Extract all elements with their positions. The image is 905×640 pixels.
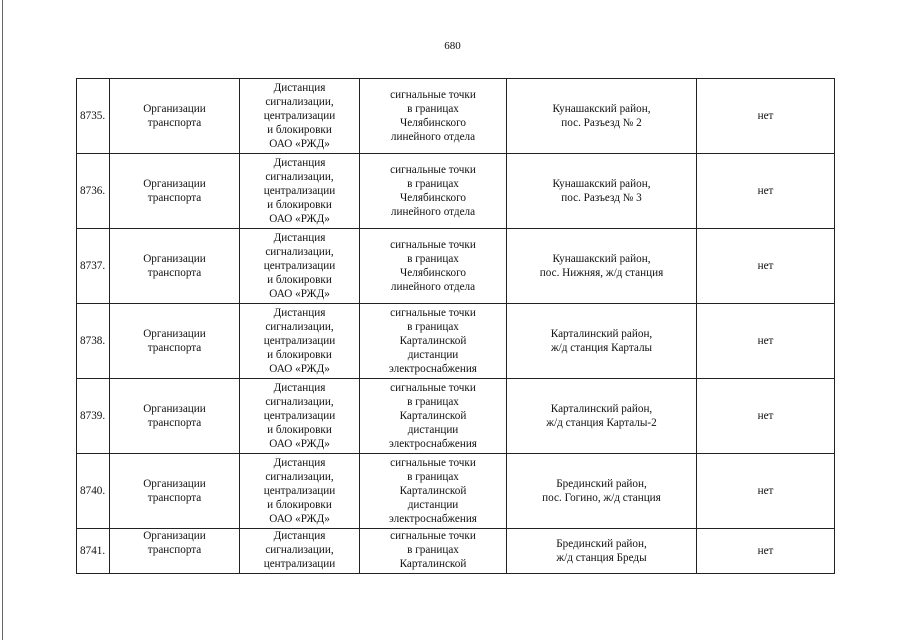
object-point: сигнальные точки в границах Челябинского линейного отдела xyxy=(360,154,507,229)
organization-name: Дистанция сигнализации, централизации xyxy=(240,529,360,574)
row-number: 8741. xyxy=(77,529,110,574)
table-row xyxy=(77,229,835,304)
object-type: Организации транспорта xyxy=(110,379,240,454)
table-row xyxy=(77,529,835,574)
organization-name: Дистанция сигнализации, централизации и блокировки ОАО «РЖД» xyxy=(240,304,360,379)
object-location: Кунашакский район, пос. Нижняя, ж/д станция xyxy=(507,229,697,304)
object-point: сигнальные точки в границах Карталинской xyxy=(360,529,507,574)
table-row xyxy=(77,154,835,229)
row-number: 8738. xyxy=(77,304,110,379)
organization-name: Дистанция сигнализации, централизации и блокировки ОАО «РЖД» xyxy=(240,154,360,229)
registry-table xyxy=(76,78,835,574)
row-number: 8739. xyxy=(77,379,110,454)
object-type: Организации транспорта xyxy=(110,79,240,154)
object-type: Организации транспорта xyxy=(110,454,240,529)
flag-value: нет xyxy=(697,379,835,454)
row-number: 8740. xyxy=(77,454,110,529)
object-location: Кунашакский район, пос. Разъезд № 2 xyxy=(507,79,697,154)
object-location: Кунашакский район, пос. Разъезд № 3 xyxy=(507,154,697,229)
object-point: сигнальные точки в границах Челябинского линейного отдела xyxy=(360,229,507,304)
object-location: Карталинский район, ж/д станция Карталы-2 xyxy=(507,379,697,454)
flag-value: нет xyxy=(697,529,835,574)
flag-value: нет xyxy=(697,454,835,529)
table-row xyxy=(77,79,835,154)
object-type: Организации транспорта xyxy=(110,304,240,379)
object-location: Брединский район, пос. Гогино, ж/д станция xyxy=(507,454,697,529)
object-point: сигнальные точки в границах Карталинской дистанции электроснабжения xyxy=(360,304,507,379)
row-number: 8735. xyxy=(77,79,110,154)
organization-name: Дистанция сигнализации, централизации и блокировки ОАО «РЖД» xyxy=(240,229,360,304)
object-type: Организации транспорта xyxy=(110,529,240,574)
page-left-edge xyxy=(2,0,3,640)
page-number: 680 xyxy=(444,40,461,52)
object-type: Организации транспорта xyxy=(110,154,240,229)
object-location: Брединский район, ж/д станция Бреды xyxy=(507,529,697,574)
organization-name: Дистанция сигнализации, централизации и блокировки ОАО «РЖД» xyxy=(240,454,360,529)
object-point: сигнальные точки в границах Челябинского линейного отдела xyxy=(360,79,507,154)
table-row xyxy=(77,379,835,454)
row-number: 8736. xyxy=(77,154,110,229)
flag-value: нет xyxy=(697,304,835,379)
flag-value: нет xyxy=(697,79,835,154)
table-row xyxy=(77,454,835,529)
flag-value: нет xyxy=(697,229,835,304)
object-type: Организации транспорта xyxy=(110,229,240,304)
row-number: 8737. xyxy=(77,229,110,304)
organization-name: Дистанция сигнализации, централизации и блокировки ОАО «РЖД» xyxy=(240,379,360,454)
object-point: сигнальные точки в границах Карталинской дистанции электроснабжения xyxy=(360,379,507,454)
flag-value: нет xyxy=(697,154,835,229)
table-row xyxy=(77,304,835,379)
organization-name: Дистанция сигнализации, централизации и блокировки ОАО «РЖД» xyxy=(240,79,360,154)
object-location: Карталинский район, ж/д станция Карталы xyxy=(507,304,697,379)
object-point: сигнальные точки в границах Карталинской дистанции электроснабжения xyxy=(360,454,507,529)
